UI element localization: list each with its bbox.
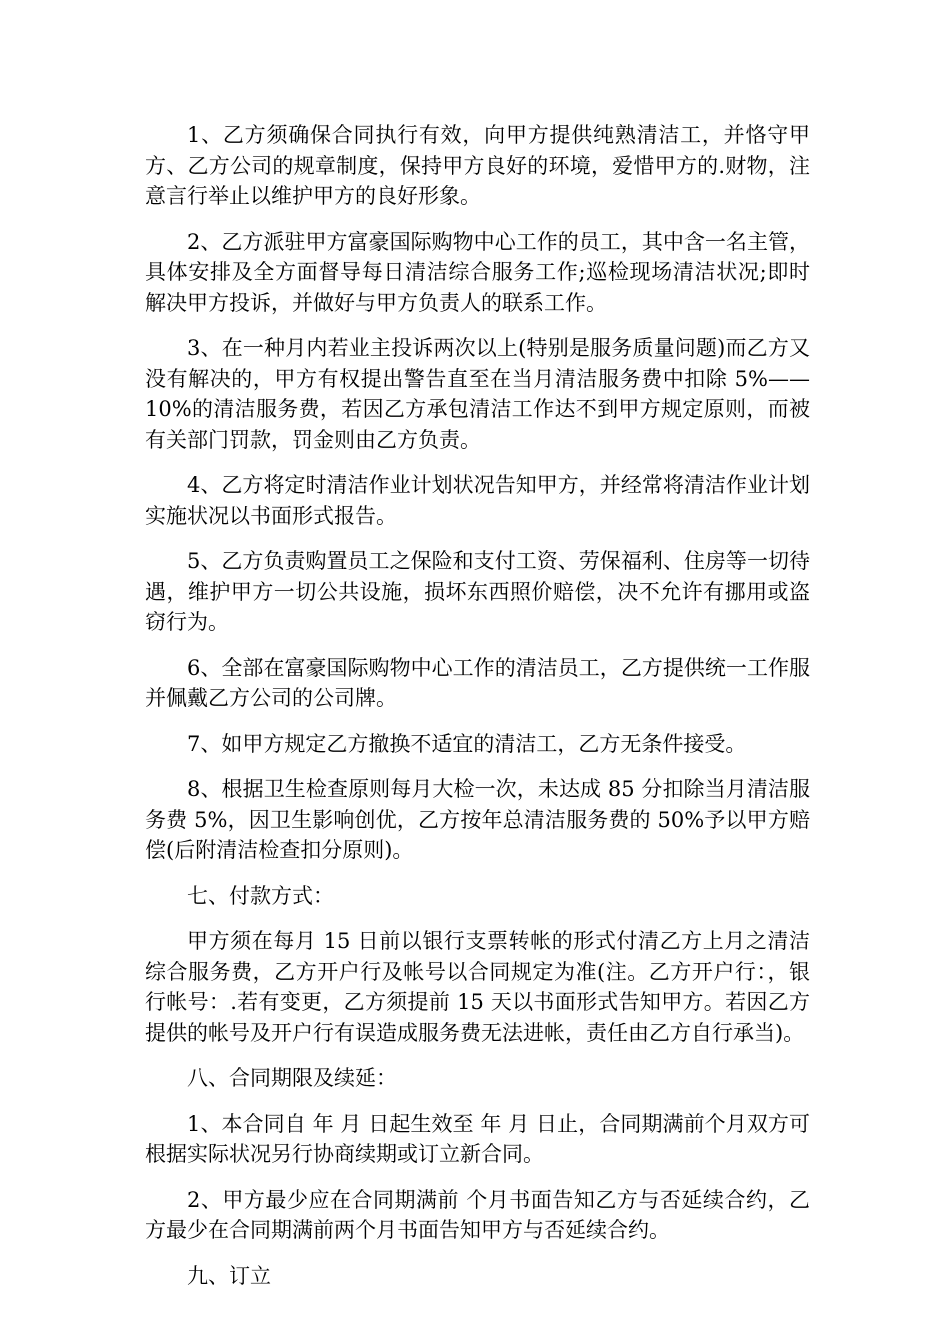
section-heading-signing: 九、订立	[187, 1263, 271, 1288]
document-body	[145, 120, 810, 1306]
clause-2-paragraph: 2、乙方派驻甲方富豪国际购物中心工作的员工，其中含一名主管，具体安排及全方面督导每日清洁综合服务工作;巡检现场清洁状况;即时解决甲方投诉，并做好与甲方负责人的联系工作。	[145, 229, 810, 315]
clause-5-paragraph: 5、乙方负责购置员工之保险和支付工资、劳保福利、住房等一切待遇，维护甲方一切公共设施，损坏东西照价赔偿，决不允许有挪用或盗窃行为。	[145, 549, 810, 634]
clause-3-paragraph: 3、在一种月内若业主投诉两次以上(特别是服务质量问题)而乙方又没有解决的，甲方有权提出警告直至在当月清洁服务费中扣除 5%——10%的清洁服务费，若因乙方承包清洁工作达不到甲方规定原则，而被有关部门罚款，罚金则由乙方负责。	[145, 336, 810, 452]
term-clause-1-paragraph: 1、本合同自 年 月 日起生效至 年 月 日止，合同期满前个月双方可根据实际状况另行协商续期或订立新合同。	[145, 1111, 810, 1166]
section-heading-term: 八、合同期限及续延：	[187, 1066, 397, 1090]
clause-1-paragraph: 1、乙方须确保合同执行有效，向甲方提供纯熟清洁工，并恪守甲方、乙方公司的规章制度，保持甲方良好的环境，爱惜甲方的.财物，注意言行举止以维护甲方的良好形象。	[145, 123, 810, 208]
clause-6-paragraph: 6、全部在富豪国际购物中心工作的清洁员工，乙方提供统一工作服并佩戴乙方公司的公司牌。	[145, 655, 810, 710]
clause-7-paragraph: 7、如甲方规定乙方撤换不适宜的清洁工，乙方无条件接受。	[187, 731, 747, 756]
clause-8-paragraph: 8、根据卫生检查原则每月大检一次，未达成 85 分扣除当月清洁服务费 5%，因卫生影响创优，乙方按年总清洁服务费的 50%予以甲方赔偿(后附清洁检查扣分原则)。	[145, 777, 810, 862]
section-heading-payment: 七、付款方式：	[187, 883, 334, 908]
clause-4-paragraph: 4、乙方将定时清洁作业计划状况告知甲方，并经常将清洁作业计划实施状况以书面形式报告。	[145, 473, 810, 528]
payment-paragraph: 甲方须在每月 15 日前以银行支票转帐的形式付清乙方上月之清洁综合服务费，乙方开户行及帐号以合同规定为准(注。乙方开户行：，银行帐号：.若有变更，乙方须提前 15 天以书面形式告知甲方。若因乙方提供的帐号及开户行有误造成服务费无法进帐，责任由乙方自行承当)。	[145, 929, 810, 1045]
term-clause-2-paragraph: 2、甲方最少应在合同期满前 个月书面告知乙方与否延续合约，乙方最少在合同期满前两个月书面告知甲方与否延续合约。	[145, 1187, 810, 1242]
